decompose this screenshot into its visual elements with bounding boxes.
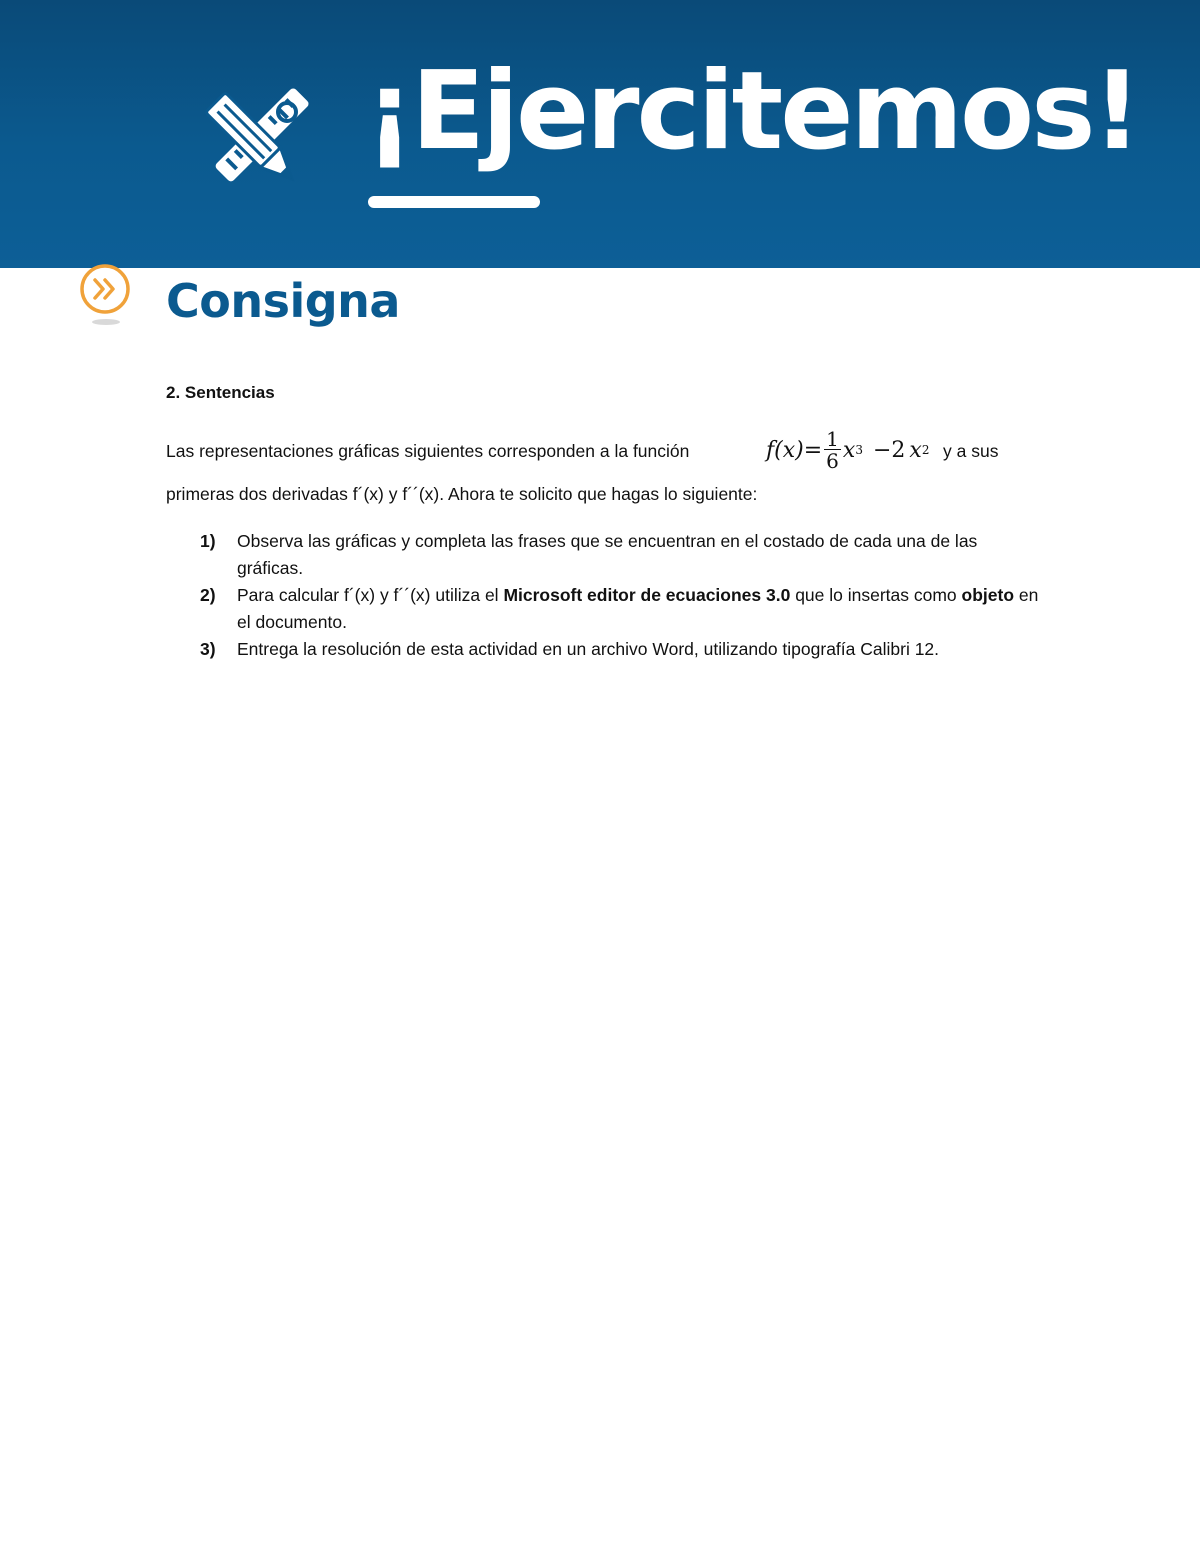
intro-text-part2: y a sus <box>943 441 999 461</box>
double-chevron-right-icon <box>78 262 134 328</box>
formula-term1-exp: 3 <box>855 443 863 457</box>
formula-middle: −2 <box>872 437 906 463</box>
list-item-number: 2) <box>200 585 216 605</box>
list-item-text <box>237 582 1040 636</box>
instruction-list <box>200 528 1040 663</box>
list-item-number: 3) <box>200 639 216 659</box>
formula-lhs: f(x)= <box>766 437 823 463</box>
fraction-numerator: 1 <box>826 427 839 451</box>
bold-segment: objeto <box>961 585 1015 605</box>
fraction-denominator: 6 <box>826 449 839 473</box>
subheading: 2. Sentencias <box>166 383 275 402</box>
section-title: Consigna <box>166 274 400 328</box>
intro-text-part1: Las representaciones gráficas siguientes corresponden a la función <box>166 441 690 461</box>
intro-text-line2: primeras dos derivadas f´(x) y f´´(x). Ahora te solicito que hagas lo siguiente: <box>166 484 758 504</box>
formula-term2-exp: 2 <box>921 443 930 457</box>
text-segment: que lo insertas como <box>790 585 962 605</box>
banner-underline <box>368 196 540 208</box>
header-banner <box>0 0 1200 268</box>
list-item <box>200 582 1040 636</box>
text-segment: en el documento. <box>237 585 1039 632</box>
list-item <box>200 636 1040 663</box>
bold-segment: Microsoft editor de ecuaciones 3.0 <box>503 585 791 605</box>
list-item-text: Observa las gráficas y completa las frases que se encuentran en el costado de cada una de las gráficas. <box>237 531 978 578</box>
banner-title: ¡Ejercitemos! <box>365 49 1139 174</box>
function-formula <box>766 426 929 474</box>
list-item-number: 1) <box>200 531 216 551</box>
formula-term2-var: x <box>909 437 922 463</box>
formula-fraction <box>824 429 841 471</box>
list-item <box>200 528 1040 582</box>
text-segment: Para calcular f´(x) y f´´(x) utiliza el <box>237 585 504 605</box>
list-item-text: Entrega la resolución de esta actividad en un archivo Word, utilizando tipografía Calibri 12. <box>237 639 940 659</box>
formula-term1-var: x <box>842 437 856 463</box>
pencil-ruler-cross-icon <box>195 82 315 202</box>
